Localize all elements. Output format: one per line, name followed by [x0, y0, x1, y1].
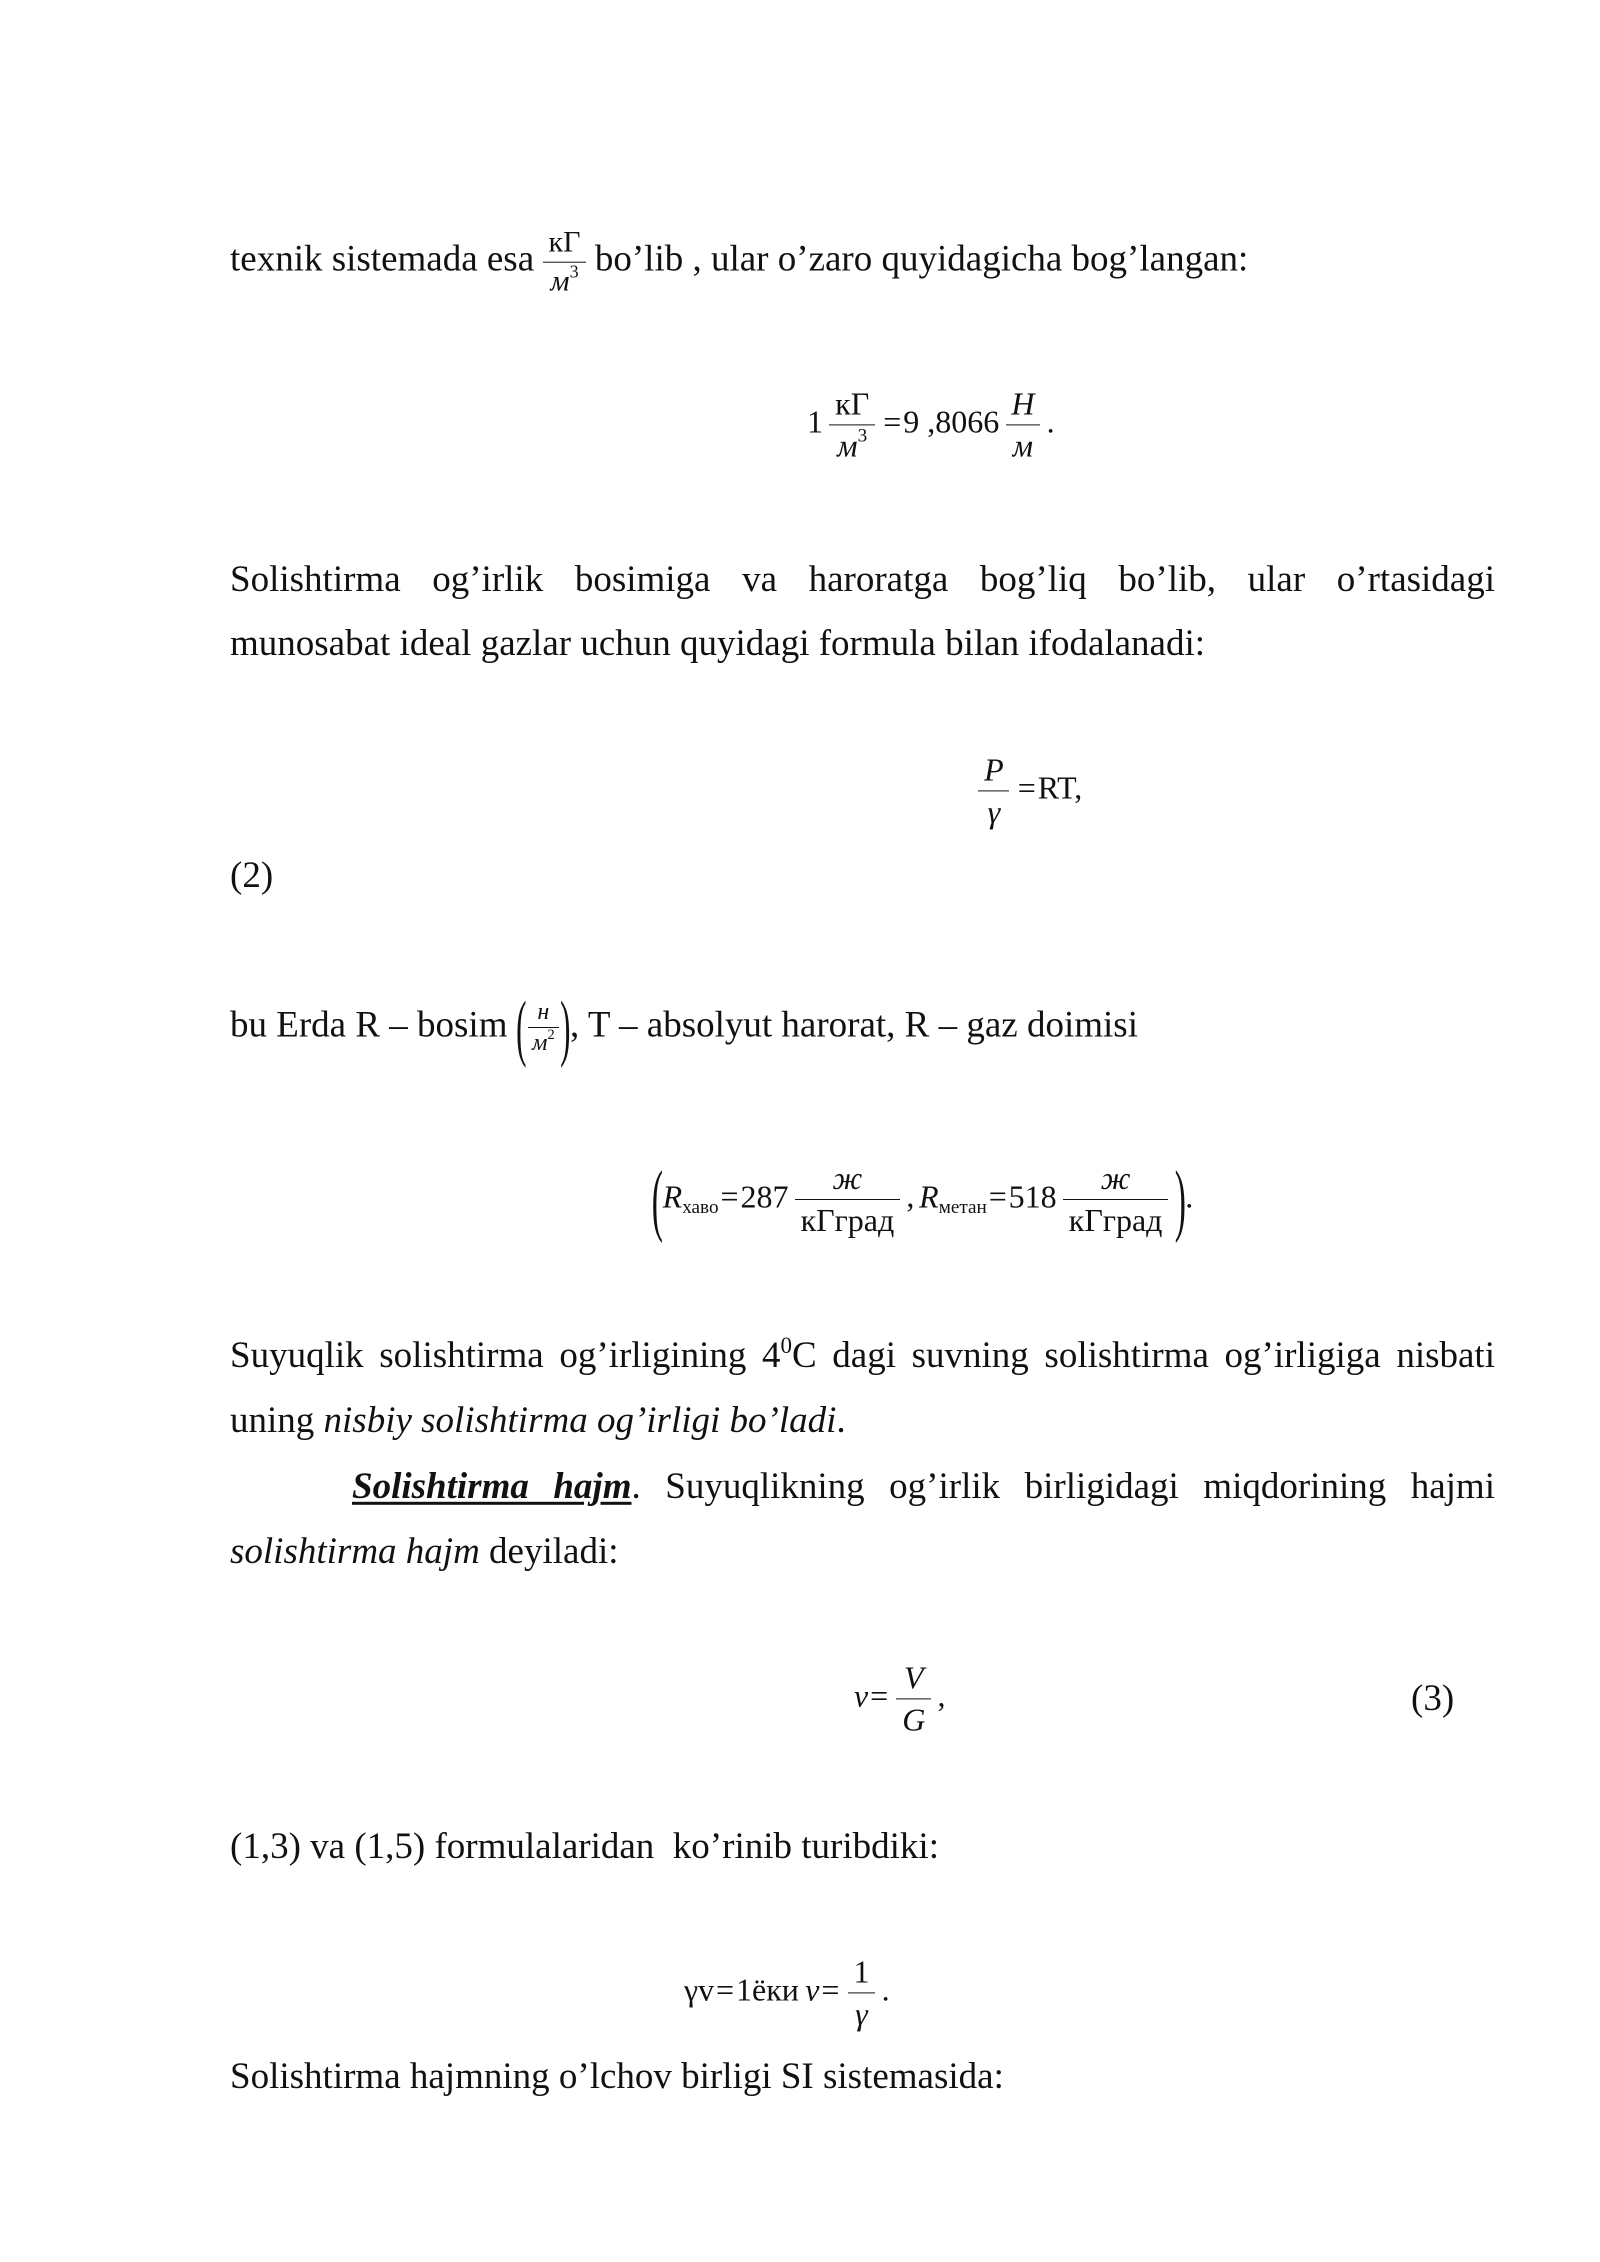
volume-end: , [937, 1677, 946, 1714]
conversion-fraction-right [1006, 387, 1041, 462]
intro-line [230, 227, 1248, 298]
constant-air-value: 287 [740, 1178, 789, 1215]
constant-methane-subscript: метан [938, 1197, 987, 1219]
conversion-denominator-right: м [1012, 427, 1034, 464]
equals-sign: = [1017, 769, 1036, 806]
constants-end: . [1185, 1178, 1194, 1215]
relative-text-b: C dagi suvning solishtirma og’irligiga nisbati [791, 1334, 1495, 1376]
conversion-equation [807, 387, 1055, 462]
reciprocal-fraction [848, 1955, 876, 2030]
reciprocal-denominator: γ [855, 1995, 868, 2032]
reciprocal-end: . [881, 1971, 890, 2008]
conversion-fraction-left [829, 387, 875, 462]
equals-sign: = [821, 1971, 840, 2008]
units-line: Solishtirma hajmning o’lchov birligi SI sistemasida: [230, 2055, 1004, 2097]
constant-methane-unit-fraction [1063, 1162, 1168, 1237]
reciprocal-equation [684, 1955, 890, 2030]
pressure-unit-denominator [528, 1028, 559, 1056]
state-equation [972, 753, 1082, 828]
constants-separator: , [906, 1178, 915, 1215]
unit-fraction [543, 227, 586, 298]
paragraph-relative-line-2 [230, 1399, 846, 1443]
equals-sign: = [716, 1971, 735, 2008]
constant-air-unit-fraction [795, 1162, 900, 1237]
conversion-numerator-right: Н [1006, 387, 1041, 425]
reciprocal-lhs: γv [684, 1971, 715, 2008]
reciprocal-word: ёки [752, 1971, 799, 2008]
volume-equation [854, 1661, 945, 1736]
equals-sign: = [720, 1178, 739, 1215]
constants-paren-open: ( [651, 1156, 663, 1244]
reference-line: (1,3) va (1,5) formulalaridan ko’rinib turibdiki: [230, 1825, 939, 1867]
legend-text-before: bu Erda R – bosim [230, 1004, 517, 1046]
intro-text-before: texnik sistemada esa [230, 238, 535, 280]
equation-number-2: (2) [230, 854, 274, 896]
volume-text-a: . Suyuqlikning og’irlik birligidagi miqdorining hajmi [631, 1465, 1495, 1507]
constant-air-symbol: R [662, 1178, 683, 1215]
unit-denominator-exponent: 3 [569, 261, 579, 282]
pressure-unit-fraction [528, 1000, 559, 1057]
paragraph-relative-line-1 [230, 1334, 1495, 1378]
gas-constants-equation [651, 1156, 1194, 1244]
conversion-denominator-left-base: м [837, 427, 858, 464]
conversion-denominator-left [829, 425, 875, 462]
pressure-unit-denominator-exponent: 2 [547, 1027, 555, 1044]
equals-sign: = [883, 403, 902, 440]
paragraph-volume-line-2 [230, 1530, 619, 1574]
equals-sign: = [870, 1677, 889, 1714]
volume-fraction [896, 1661, 931, 1736]
volume-text-b: deyiladi: [479, 1530, 619, 1572]
volume-lhs: v [854, 1677, 869, 1714]
equals-sign: = [988, 1178, 1007, 1215]
volume-term: solishtirma hajm [230, 1530, 480, 1572]
pressure-unit-numerator: н [528, 1000, 559, 1029]
constant-air-unit-denominator: кГград [800, 1202, 895, 1239]
unit-numerator: кГ [543, 227, 586, 263]
relative-text-end: . [836, 1399, 846, 1441]
conversion-numerator-left: кГ [829, 387, 875, 425]
relative-term: nisbiy solishtirma og’irligi bo’ladi [323, 1399, 837, 1441]
volume-denominator: G [902, 1701, 926, 1738]
relative-text-a: Suyuqlik solishtirma og’irligining 4 [230, 1334, 781, 1376]
legend-paren-open: ( [516, 987, 527, 1069]
equation-number-3: (3) [1411, 1677, 1455, 1719]
degree-superscript: 0 [780, 1333, 792, 1359]
conversion-coefficient: 1 [807, 403, 823, 440]
paragraph-volume-line-1 [230, 1465, 1495, 1509]
pressure-unit-denominator-base: м [532, 1030, 548, 1057]
constant-air-unit-numerator: ж [795, 1162, 900, 1200]
volume-numerator: V [896, 1661, 931, 1699]
unit-denominator-base: м [550, 264, 570, 298]
constant-methane-symbol: R [919, 1178, 939, 1215]
state-denominator: γ [987, 793, 1001, 830]
reciprocal-numerator: 1 [848, 1955, 876, 1993]
state-numerator: P [978, 753, 1009, 791]
constant-air-subscript: хаво [682, 1197, 719, 1219]
state-rhs: RT [1037, 769, 1075, 806]
reciprocal-one: 1 [736, 1971, 752, 2008]
conversion-denominator-left-exponent: 3 [857, 425, 868, 447]
legend-paren-close: ) [559, 987, 571, 1069]
legend-text-after: , T – absolyut harorat, R – gaz doimisi [570, 1004, 1138, 1046]
state-fraction [978, 753, 1009, 828]
specific-volume-heading: Solishtirma hajm [352, 1465, 632, 1507]
constant-methane-value: 518 [1008, 1178, 1057, 1215]
unit-denominator [543, 262, 586, 297]
conversion-value: 9 ,8066 [903, 403, 1000, 440]
intro-text-after: bo’lib , ular o’zaro quyidagicha bog’langan: [594, 238, 1249, 280]
legend-line [230, 987, 1138, 1069]
reciprocal-v: v [805, 1971, 820, 2008]
conversion-end: . [1046, 403, 1055, 440]
state-end: , [1074, 769, 1083, 806]
paragraph-dependence-line-1: Solishtirma og’irlik bosimiga va haroratga bog’liq bo’lib, ular o’rtasidagi [230, 558, 1495, 600]
relative-text-c: uning [230, 1399, 324, 1441]
constant-methane-unit-denominator: кГград [1068, 1202, 1163, 1239]
paragraph-dependence-line-2: munosabat ideal gazlar uchun quyidagi formula bilan ifodalanadi: [230, 622, 1206, 664]
constant-methane-unit-numerator: ж [1063, 1162, 1168, 1200]
constants-paren-close: ) [1174, 1156, 1186, 1244]
